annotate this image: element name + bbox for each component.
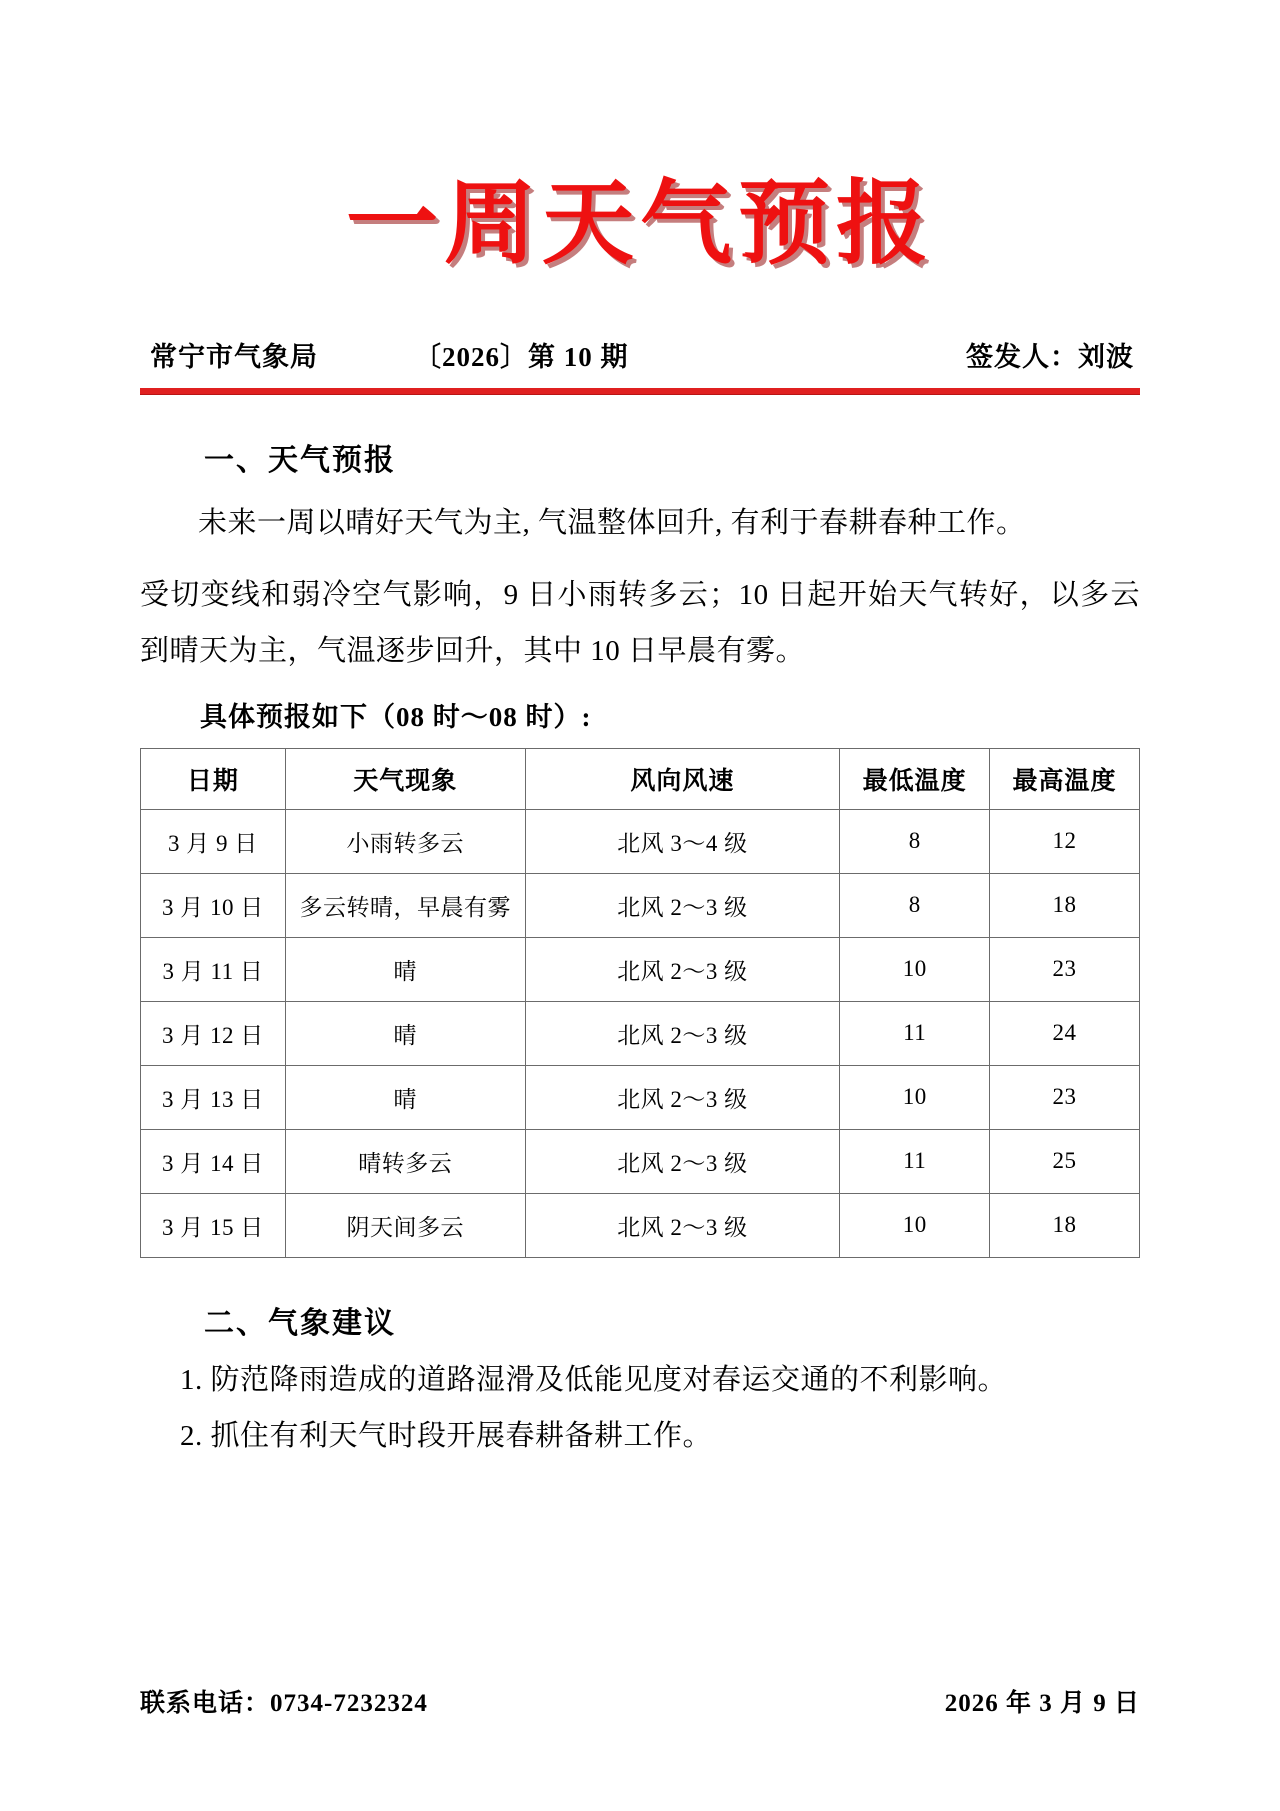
cell-date: 3 月 14 日 [141, 1129, 286, 1193]
issue-number: 〔2026〕第 10 期 [414, 341, 629, 372]
advice-item: 2. 抓住有利天气时段开展春耕备耕工作。 [180, 1419, 713, 1452]
cell-max: 18 [990, 1193, 1140, 1257]
column-header-min: 最低温度 [840, 748, 990, 809]
cell-weather: 晴转多云 [285, 1129, 525, 1193]
column-header-weather: 天气现象 [285, 748, 525, 809]
column-header-date: 日期 [141, 748, 286, 809]
cell-max: 18 [990, 873, 1140, 937]
cell-date: 3 月 9 日 [141, 809, 286, 873]
cell-weather: 小雨转多云 [285, 809, 525, 873]
column-header-wind: 风向风速 [525, 748, 840, 809]
forecast-table-caption: 具体预报如下（08 时～08 时）: [200, 701, 592, 732]
cell-weather: 多云转晴，早晨有雾 [285, 873, 525, 937]
cell-wind: 北风 2～3 级 [525, 937, 840, 1001]
cell-min: 8 [840, 809, 990, 873]
cell-date: 3 月 15 日 [141, 1193, 286, 1257]
forecast-paragraph-1-text: 未来一周以晴好天气为主, 气温整体回升, 有利于春耕春种工作。 [198, 506, 1026, 539]
cell-weather: 阴天间多云 [285, 1193, 525, 1257]
page-title: 一周天气预报 [345, 173, 934, 275]
cell-weather: 晴 [285, 937, 525, 1001]
cell-max: 12 [990, 809, 1140, 873]
advice-item: 1. 防范降雨造成的道路湿滑及低能见度对春运交通的不利影响。 [180, 1363, 1008, 1396]
masthead [140, 0, 1140, 273]
contact-phone: 联系电话：0734-7232324 [140, 1690, 428, 1717]
table-row [141, 1129, 1140, 1193]
section-heading-forecast: 一、天气预报 [204, 443, 396, 477]
cell-wind: 北风 3～4 级 [525, 809, 840, 873]
cell-wind: 北风 2～3 级 [525, 1129, 840, 1193]
header-divider [140, 388, 1140, 395]
cell-weather: 晴 [285, 1001, 525, 1065]
cell-min: 8 [840, 873, 990, 937]
cell-weather: 晴 [285, 1065, 525, 1129]
table-row [141, 809, 1140, 873]
table-row [141, 1065, 1140, 1129]
table-row [141, 873, 1140, 937]
forecast-paragraph-1 [140, 495, 1140, 551]
cell-wind: 北风 2～3 级 [525, 1193, 840, 1257]
advice-list [140, 1352, 1140, 1464]
forecast-paragraph-2-text: 受切变线和弱冷空气影响，9 日小雨转多云；10 日起开始天气转好，以多云到晴天为主，气温逐步回升，其中 10 日早晨有雾。 [140, 578, 1140, 667]
cell-max: 25 [990, 1129, 1140, 1193]
cell-date: 3 月 10 日 [141, 873, 286, 937]
cell-wind: 北风 2～3 级 [525, 1001, 840, 1065]
cell-min: 11 [840, 1129, 990, 1193]
table-row [141, 937, 1140, 1001]
forecast-paragraph-2 [140, 567, 1140, 679]
cell-date: 3 月 11 日 [141, 937, 286, 1001]
forecast-table [140, 748, 1140, 1258]
table-header-row [141, 748, 1140, 809]
cell-max: 23 [990, 937, 1140, 1001]
cell-min: 11 [840, 1001, 990, 1065]
cell-min: 10 [840, 937, 990, 1001]
cell-min: 10 [840, 1065, 990, 1129]
column-header-max: 最高温度 [990, 748, 1140, 809]
cell-min: 10 [840, 1193, 990, 1257]
cell-date: 3 月 12 日 [141, 1001, 286, 1065]
issue-date: 2026 年 3 月 9 日 [944, 1690, 1140, 1717]
issue-line [140, 335, 1140, 374]
page-footer [140, 1683, 1140, 1719]
cell-max: 24 [990, 1001, 1140, 1065]
table-row [141, 1001, 1140, 1065]
issuing-organization: 常宁市气象局 [150, 341, 318, 372]
cell-date: 3 月 13 日 [141, 1065, 286, 1129]
cell-wind: 北风 2～3 级 [525, 1065, 840, 1129]
signer: 签发人：刘波 [966, 341, 1134, 372]
section-heading-advice: 二、气象建议 [204, 1306, 396, 1340]
cell-max: 23 [990, 1065, 1140, 1129]
table-row [141, 1193, 1140, 1257]
cell-wind: 北风 2～3 级 [525, 873, 840, 937]
